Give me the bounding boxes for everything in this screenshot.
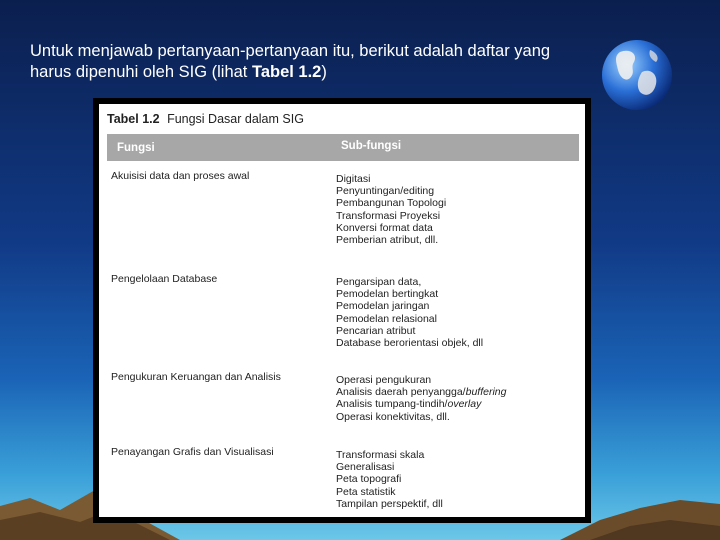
subfungsi-text: Analisis daerah penyangga/ — [336, 386, 466, 399]
row-subfungsi-list — [336, 173, 446, 246]
subfungsi-item — [336, 398, 506, 410]
subfungsi-item: Operasi konektivitas, dll. — [336, 410, 450, 423]
intro-text-part1: Untuk menjawab pertanyaan-pertanyaan itu, berikut adalah daftar yang harus dipenuhi oleh SIG (lihat — [30, 42, 551, 81]
subfungsi-item: Peta statistik — [336, 485, 396, 498]
table-caption-number: Tabel 1.2 — [107, 112, 160, 126]
table-header — [107, 134, 579, 161]
row-fungsi: Penayangan Grafis dan Visualisasi — [111, 446, 274, 458]
subfungsi-item: Pemodelan jaringan — [336, 300, 430, 313]
subfungsi-item: Peta topografi — [336, 473, 402, 486]
subfungsi-item: Pemodelan bertingkat — [336, 288, 439, 301]
header-subfungsi: Sub-fungsi — [341, 140, 402, 152]
subfungsi-item: Operasi pengukuran — [336, 374, 432, 386]
table-caption-title: Fungsi Dasar dalam SIG — [167, 112, 304, 126]
subfungsi-text: Analisis tumpang-tindih/ — [336, 398, 448, 411]
row-subfungsi-list — [336, 276, 483, 349]
subfungsi-item: Pemodelan relasional — [336, 312, 437, 325]
table-frame — [93, 98, 591, 523]
subfungsi-item: Generalisasi — [336, 461, 395, 474]
row-fungsi: Pengelolaan Database — [111, 273, 218, 285]
row-fungsi: Akuisisi data dan proses awal — [111, 170, 250, 182]
intro-text-part2: ) — [321, 63, 327, 81]
subfungsi-item: Transformasi Proyeksi — [336, 209, 441, 222]
subfungsi-item: Penyuntingan/editing — [336, 185, 435, 198]
row-subfungsi-list — [336, 449, 443, 510]
table-image — [99, 104, 585, 517]
header-fungsi: Fungsi — [117, 142, 155, 154]
subfungsi-item: Database berorientasi objek, dll — [336, 337, 484, 350]
subfungsi-item: Pemberian atribut, dll. — [336, 234, 439, 247]
subfungsi-item: Pengarsipan data, — [336, 276, 422, 288]
row-fungsi: Pengukuran Keruangan dan Analisis — [111, 371, 281, 383]
subfungsi-item — [336, 386, 506, 398]
globe-icon — [600, 38, 674, 112]
intro-text — [30, 41, 590, 83]
subfungsi-item: Transformasi skala — [336, 449, 425, 461]
subfungsi-item: Tampilan perspektif, dll — [336, 497, 443, 510]
row-subfungsi-list — [336, 374, 506, 423]
table-caption — [107, 112, 304, 126]
subfungsi-italic: buffering — [465, 386, 507, 399]
subfungsi-item: Pembangunan Topologi — [336, 197, 447, 210]
subfungsi-italic: overlay — [447, 398, 482, 411]
subfungsi-item: Digitasi — [336, 173, 371, 185]
subfungsi-item: Konversi format data — [336, 221, 433, 234]
intro-text-bold: Tabel 1.2 — [251, 63, 322, 81]
subfungsi-item: Pencarian atribut — [336, 324, 416, 337]
